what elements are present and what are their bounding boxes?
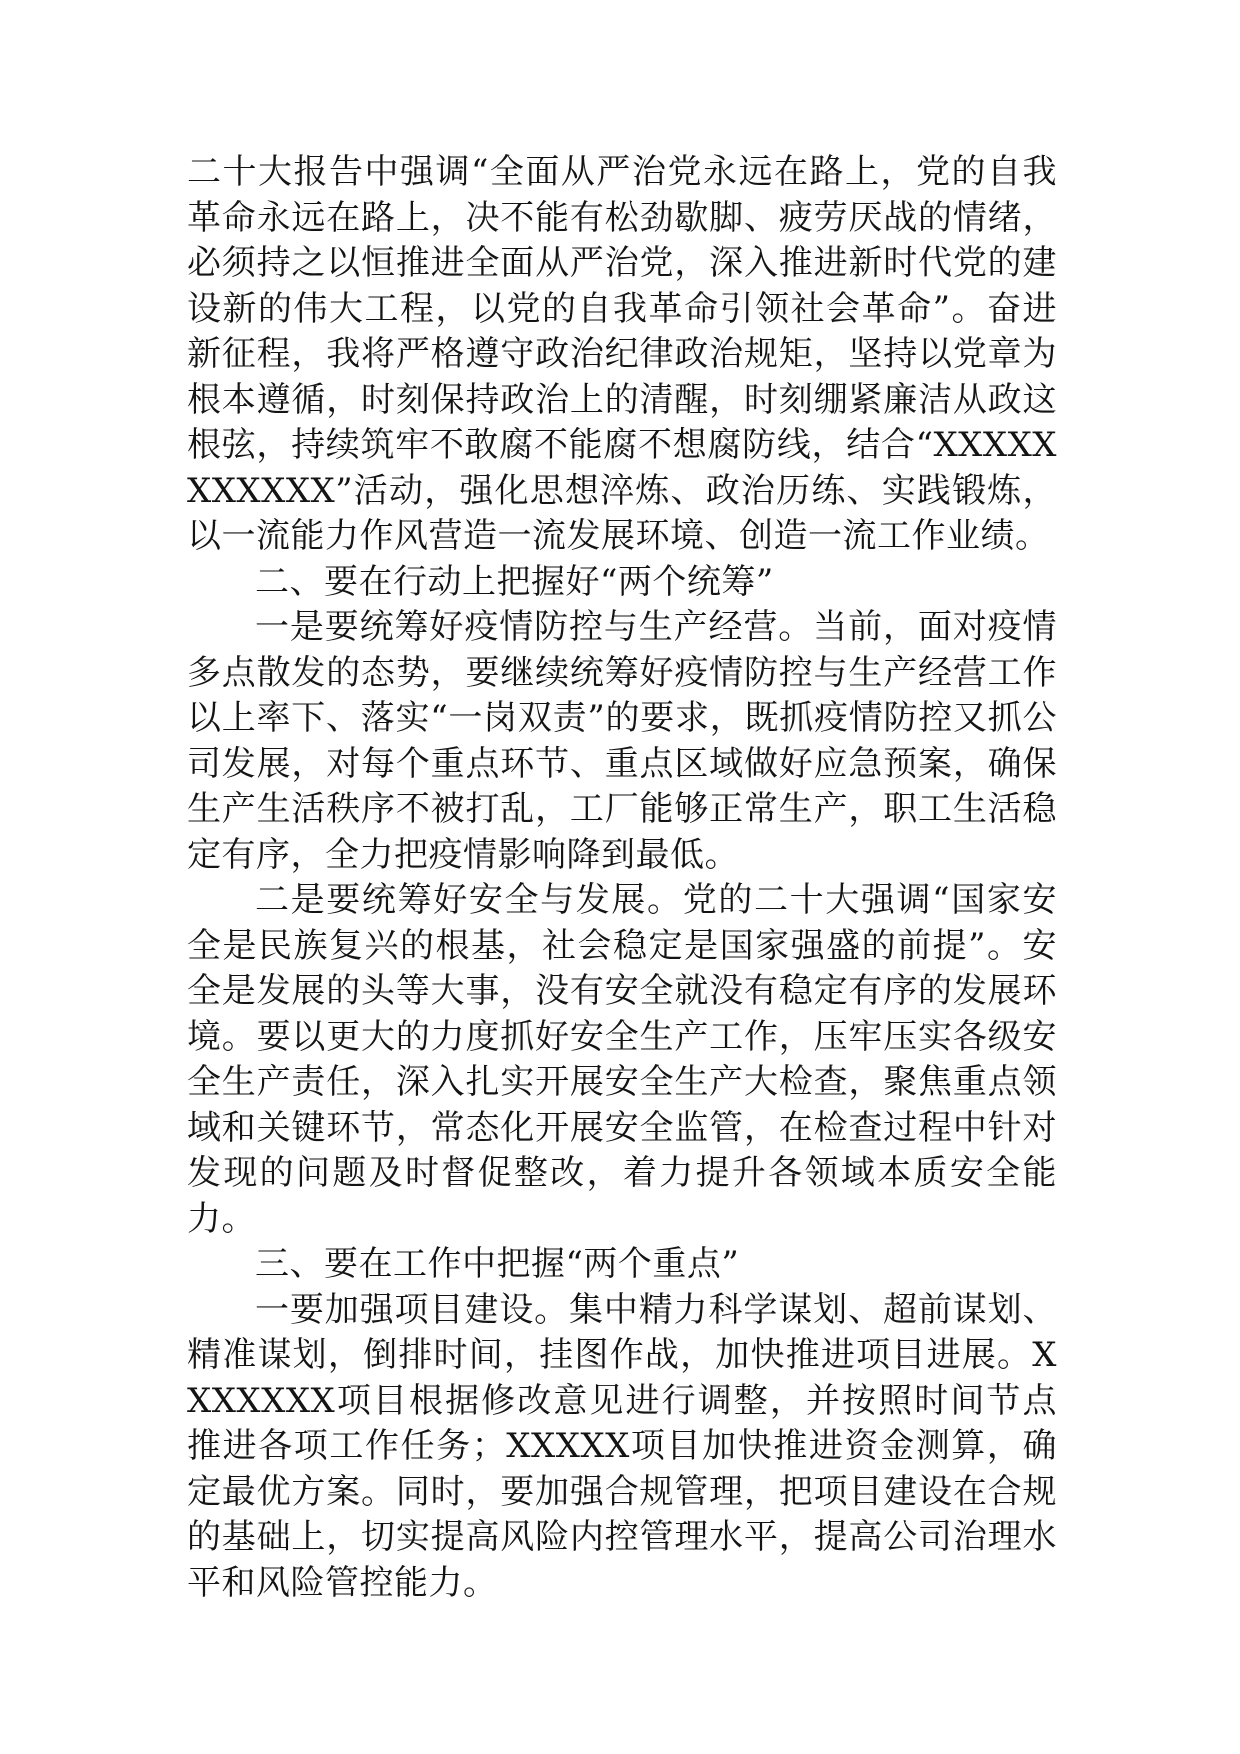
document-body xyxy=(187,150,1057,1606)
section-heading-three: 三、要在工作中把握“两个重点” xyxy=(255,1244,740,1284)
paragraph-project-construction: 一要加强项目建设。集中精力科学谋划、超前谋划、精准谋划，倒排时间，挂图作战，加快推进项目进展。XXXXXXX项目根据修改意见进行调整，并按照时间节点推进各项工作任务；XXXXX项目加快推进资金测算，确定最优方案。同时，要加强合规管理，把项目建设在合规的基础上，切实提高风险内控管理水平，提高公司治理水平和风险管控能力。 xyxy=(187,1289,1057,1603)
paragraph-safety-development: 二是要统筹好安全与发展。党的二十大强调“国家安全是民族复兴的根基，社会稳定是国家强盛的前提”。安全是发展的头等大事，没有安全就没有稳定有序的发展环境。要以更大的力度抓好安全生产工作，压牢压实各级安全生产责任，深入扎实开展安全生产大检查，聚焦重点领域和关键环节，常态化开展安全监管，在检查过程中针对发现的问题及时督促整改，着力提升各领域本质安全能力。 xyxy=(187,880,1057,1239)
paragraph-continued: 二十大报告中强调“全面从严治党永远在路上，党的自我革命永远在路上，决不能有松劲歇脚、疲劳厌战的情绪，必须持之以恒推进全面从严治党，深入推进新时代党的建设新的伟大工程，以党的自我革命引领社会革命”。奋进新征程，我将严格遵守政治纪律政治规矩，坚持以党章为根本遵循，时刻保持政治上的清醒，时刻绷紧廉洁从政这根弦，持续筑牢不敢腐不能腐不想腐防线，结合“XXXXXXXXXXX”活动，强化思想淬炼、政治历练、实践锻炼，以一流能力作风营造一流发展环境、创造一流工作业绩。 xyxy=(187,152,1057,556)
section-heading-two: 二、要在行动上把握好“两个统筹” xyxy=(255,561,774,602)
paragraph-epidemic-production: 一是要统筹好疫情防控与生产经营。当前，面对疫情多点散发的态势，要继续统筹好疫情防控与生产经营工作以上率下、落实“一岗双责”的要求，既抓疫情防控又抓公司发展，对每个重点环节、重点区域做好应急预案，确保生产生活秩序不被打乱，工厂能够正常生产，职工生活稳定有序，全力把疫情影响降到最低。 xyxy=(187,607,1057,875)
